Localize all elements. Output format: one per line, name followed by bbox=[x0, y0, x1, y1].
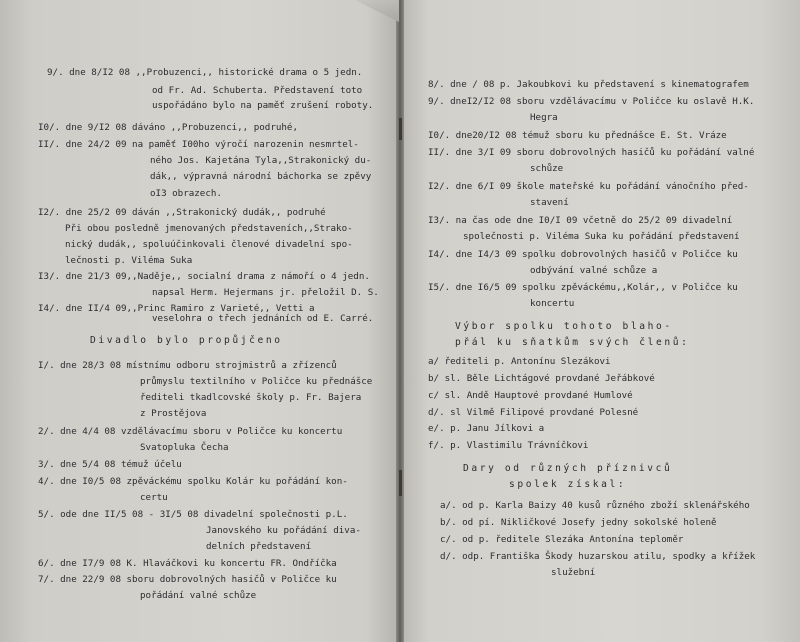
text-line: I5/. dne I6/5 09 spolku zpěváckému,,Kolár,, v Poličce ku bbox=[428, 282, 738, 293]
text-line: Svatopluka Čecha bbox=[140, 442, 229, 453]
text-line: společnosti p. Viléma Suka ku pořádání představení bbox=[463, 231, 740, 242]
book-gutter bbox=[396, 0, 404, 642]
text-line: uspořádáno bylo na paměť zrušení roboty. bbox=[152, 100, 374, 111]
text-line: I0/. dne 9/I2 08 dáváno ,,Probuzenci,, podruhé, bbox=[38, 122, 298, 133]
text-line: I2/. dne 6/I 09 škole mateřské ku pořádání vánočního před- bbox=[428, 181, 749, 192]
section-heading: Divadlo bylo propůjčeno bbox=[90, 335, 283, 346]
section-heading: přál ku sňatkům svých členů: bbox=[455, 337, 690, 348]
text-line: 8/. dne / 08 p. Jakoubkovi ku představení s kinematografem bbox=[428, 79, 749, 90]
text-line: certu bbox=[140, 492, 168, 503]
text-line: f/. p. Vlastimilu Trávníčkovi bbox=[428, 440, 589, 451]
text-line: služební bbox=[551, 567, 596, 578]
text-line: a/. od p. Karla Baizy 40 kusů různého zboží sklenářského bbox=[440, 500, 750, 511]
right-page bbox=[401, 0, 800, 642]
text-line: c/ sl. Andě Hauptové provdané Humlové bbox=[428, 390, 633, 401]
text-line: delních představení bbox=[206, 541, 312, 552]
text-line: z Prostějova bbox=[140, 408, 207, 419]
text-line: průmyslu textilního v Poličce ku přednášce bbox=[140, 376, 373, 387]
text-line: od Fr. Ad. Schuberta. Představení toto bbox=[152, 85, 363, 96]
text-line: ného Jos. Kajetána Tyla,,Strakonický du- bbox=[150, 155, 372, 166]
text-line: I3/. dne 21/3 09,,Naděje,, socialní drama z námoří o 4 jedn. bbox=[38, 271, 370, 282]
text-line: I/. dne 28/3 08 místnímu odboru strojmistrů a zřízenců bbox=[38, 360, 337, 371]
text-line: 6/. dne I7/9 08 K. Hlaváčkovi ku koncertu FR. Ondříčka bbox=[38, 558, 337, 569]
binding-thread bbox=[399, 470, 402, 496]
text-line: e/. p. Janu Jílkovi a bbox=[428, 423, 545, 434]
section-heading: Dary od různých příznivců bbox=[463, 463, 673, 474]
text-line: dák,, výpravná národní báchorka se zpěvy bbox=[150, 171, 372, 182]
text-line: c/. od p. ředitele Slezáka Antonína teploměr bbox=[440, 534, 684, 545]
text-line: d/. odp. Františka Škody huzarskou atilu, spodky a křížek bbox=[440, 551, 756, 562]
text-line: nický dudák,, spoluúčinkovali členové divadelní spo- bbox=[65, 239, 353, 250]
section-heading: spolek získal: bbox=[509, 479, 627, 490]
text-line: I4/. dne II/4 09,,Princ Ramiro z Varieté,, Vetti a bbox=[38, 303, 315, 314]
text-line: 9/. dne 8/I2 08 ,,Probuzenci,, historické drama o 5 jedn. bbox=[47, 67, 363, 78]
text-line: oI3 obrazech. bbox=[150, 188, 222, 199]
text-line: d/. sl Vilmě Filipové provdané Polesné bbox=[428, 407, 639, 418]
text-line: napsal Herm. Hejermans jr. přeložil D. S. bbox=[152, 287, 379, 298]
text-line: II/. dne 24/2 09 na paměť I00ho výročí narozenin nesmrtel- bbox=[38, 139, 359, 150]
text-line: koncertu bbox=[530, 298, 575, 309]
text-line: schůze bbox=[530, 163, 564, 174]
text-line: pořádání valné schůze bbox=[140, 590, 257, 601]
text-line: Při obou posledně jmenovaných představeních,,Strako- bbox=[65, 223, 353, 234]
text-line: veselohra o třech jednáních od E. Carré. bbox=[152, 313, 374, 324]
text-line: b/ sl. Běle Lichtágové provdané Jeřábkové bbox=[428, 373, 655, 384]
text-line: a/ řediteli p. Antonínu Slezákovi bbox=[428, 356, 611, 367]
text-line: stavení bbox=[530, 197, 569, 208]
text-line: 4/. dne I0/5 08 zpěváckému spolku Kolár ku pořádání kon- bbox=[38, 476, 348, 487]
text-line: 3/. dne 5/4 08 témuž účelu bbox=[38, 459, 182, 470]
text-line: řediteli tkadlcovské školy p. Fr. Bajera bbox=[140, 392, 362, 403]
text-line: 5/. ode dne II/5 08 - 3I/5 08 divadelní společnosti p.L. bbox=[38, 509, 348, 520]
text-line: b/. od pí. Nikličkové Josefy jedny sokolské holeně bbox=[440, 517, 717, 528]
text-line: 2/. dne 4/4 08 vzdělávacímu sboru v Poličce ku koncertu bbox=[38, 426, 343, 437]
text-line: I2/. dne 25/2 09 dáván ,,Strakonický dudák,, podruhé bbox=[38, 207, 326, 218]
text-line: 9/. dneI2/I2 08 sboru vzdělávacímu v Poličce ku oslavě H.K. bbox=[428, 96, 755, 107]
left-page bbox=[0, 0, 399, 642]
text-line: II/. dne 3/I 09 sboru dobrovolných hasičů ku pořádání valné bbox=[428, 147, 755, 158]
text-line: I0/. dne20/I2 08 témuž sboru ku přednášce E. St. Vráze bbox=[428, 130, 727, 141]
binding-thread bbox=[399, 118, 402, 140]
text-line: I3/. na čas ode dne I0/I 09 včetně do 25/2 09 divadelní bbox=[428, 215, 733, 226]
text-line: Janovského ku pořádání diva- bbox=[206, 525, 361, 536]
text-line: lečnosti p. Viléma Suka bbox=[65, 255, 193, 266]
section-heading: Výbor spolku tohoto blaho- bbox=[455, 321, 673, 332]
text-line: 7/. dne 22/9 08 sboru dobrovolných hasičů v Poličce ku bbox=[38, 574, 337, 585]
text-line: odbývání valné schůze a bbox=[530, 265, 658, 276]
text-line: Hegra bbox=[530, 112, 558, 123]
text-line: I4/. dne I4/3 09 spolku dobrovolných hasičů v Poličce ku bbox=[428, 249, 738, 260]
